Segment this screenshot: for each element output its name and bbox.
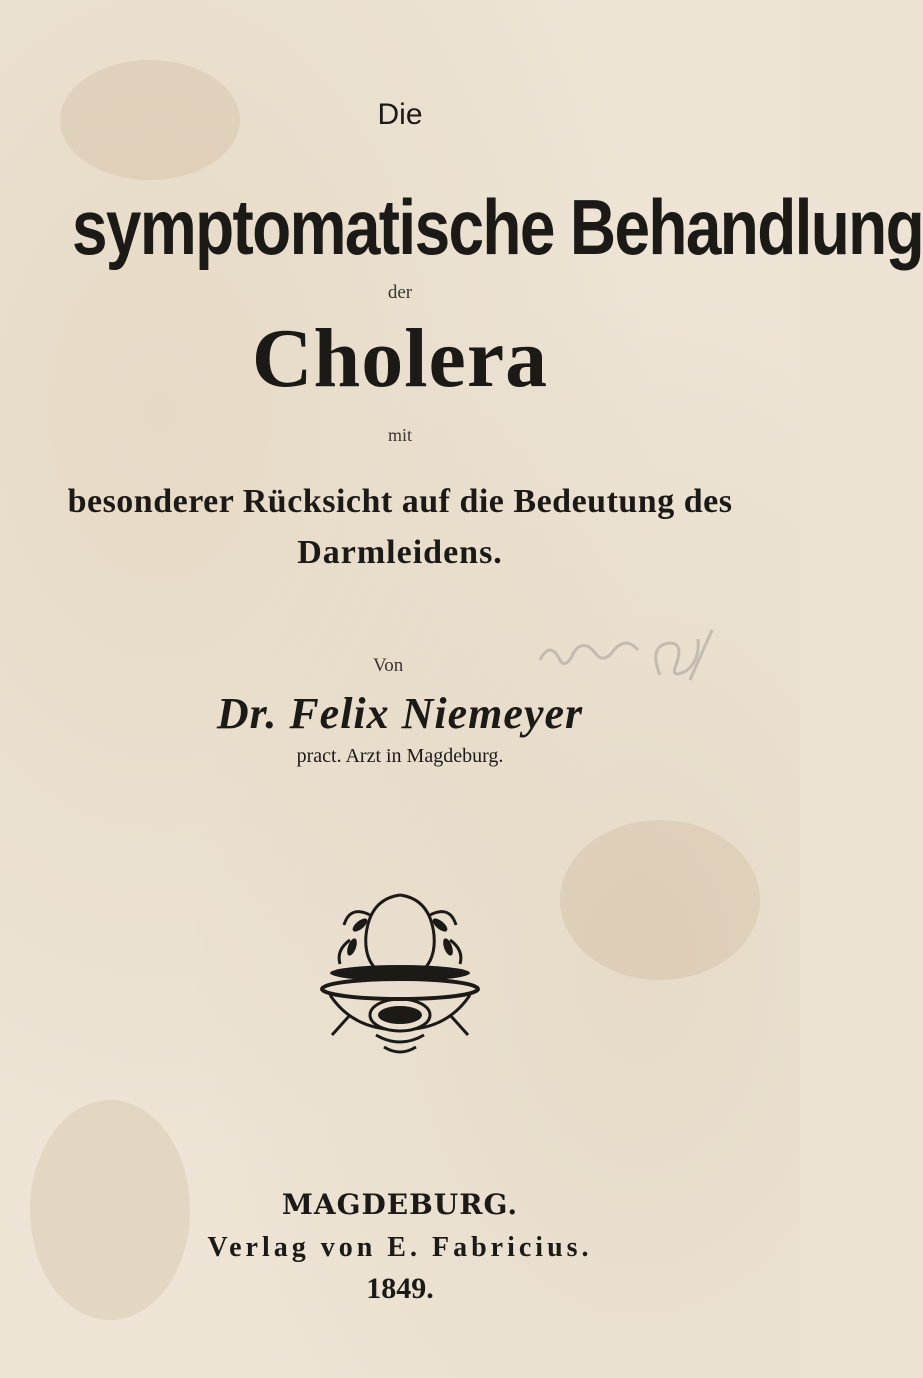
imprint-city: MAGDEBURG. (281, 1188, 519, 1221)
author-name: Dr. Felix Niemeyer (216, 689, 584, 738)
subtitle-line-2: Darmleidens. (297, 534, 503, 571)
main-title: symptomatische Behandlung (72, 183, 923, 271)
by-label: Von (373, 655, 404, 676)
imprint-year: 1849. (366, 1272, 434, 1305)
article-der: der (387, 282, 413, 303)
subtitle-line-1: besonderer Rücksicht auf die Bedeutung des (67, 483, 733, 520)
word-mit: mit (387, 425, 412, 445)
subject-title: Cholera (251, 312, 549, 405)
paper-stain (560, 820, 760, 980)
author-occupation: pract. Arzt in Magdeburg. (296, 745, 504, 767)
pencil-annotation-icon (520, 620, 740, 690)
laurel-wreath-emblem-icon (310, 885, 490, 1065)
imprint-publisher: Verlag von E. Fabricius. (207, 1232, 593, 1263)
pre-title: Die (377, 98, 423, 131)
